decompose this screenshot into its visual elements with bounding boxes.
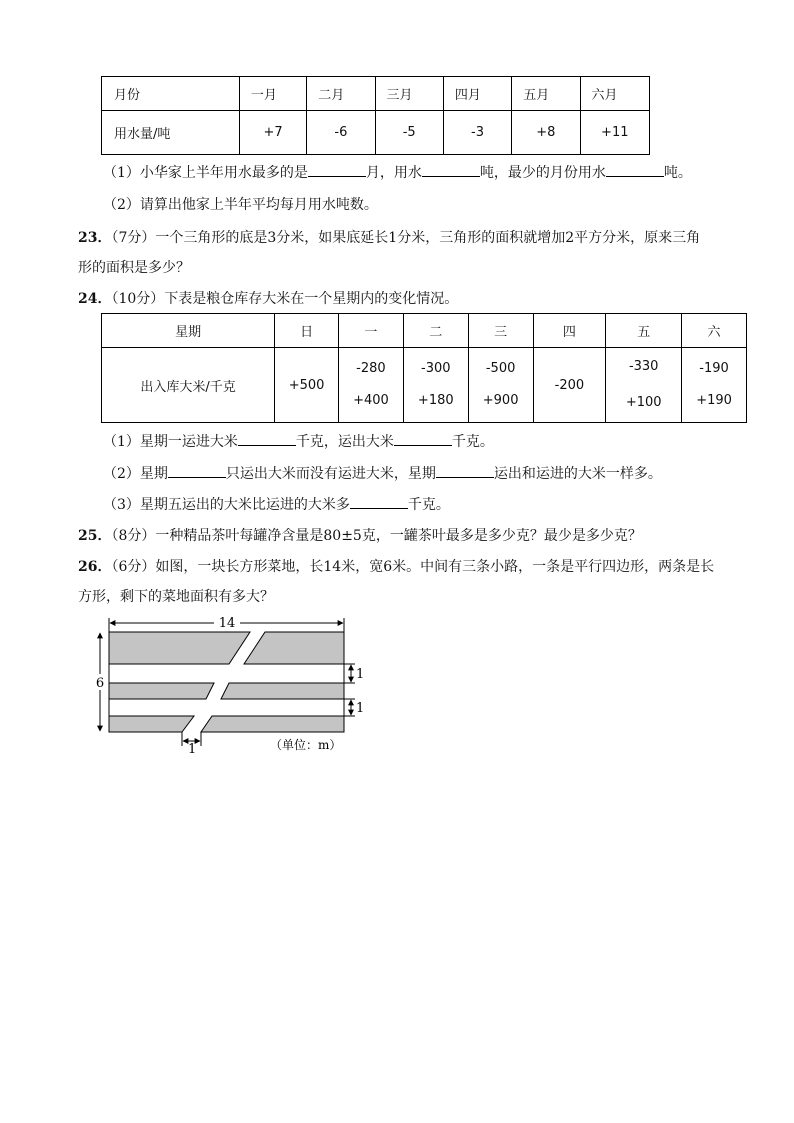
table-cell: +500	[275, 348, 339, 423]
path-width-label: 1	[356, 701, 365, 716]
q23-line1: 23．（7分）一个三角形的底是3分米，如果底延长1分米，三角形的面积就增加2平方分米，原来三角	[78, 230, 701, 246]
answer-blank[interactable]	[606, 162, 664, 177]
table-row-label: 用水量/吨	[102, 111, 240, 155]
table-header-cell: 五月	[512, 77, 580, 111]
question-number: 25．	[78, 528, 112, 544]
q26-line2: 方形，剩下的菜地面积有多大？	[78, 589, 274, 605]
plot-region	[221, 683, 344, 699]
table-cell: +8	[512, 111, 580, 155]
answer-blank[interactable]	[168, 463, 226, 478]
table-header-cell: 六月	[580, 77, 649, 111]
table-header-cell: 三	[468, 314, 533, 348]
plot-region	[201, 716, 344, 732]
q24-part2: （2）星期 只运出大米而没有运进大米，星期 运出和运进的大米一样多。	[103, 463, 662, 483]
table-cell: -190 +190	[682, 348, 747, 423]
table-row-label: 出入库大米/千克	[102, 348, 275, 423]
plot-region	[109, 632, 250, 664]
unit-label: （单位：m）	[270, 738, 342, 752]
question-number: 26．	[78, 559, 112, 575]
table-cell: +7	[239, 111, 306, 155]
rice-stock-table	[101, 313, 747, 423]
answer-blank[interactable]	[350, 494, 408, 509]
table-header-cell: 一月	[239, 77, 306, 111]
table-cell: +11	[580, 111, 649, 155]
table-header-cell: 四月	[443, 77, 511, 111]
path-width-label: 1	[356, 667, 365, 682]
q25-line: 25．（8分）一种精品茶叶每罐净含量是80±5克，一罐茶叶最多是多少克？最少是多少克？	[78, 528, 642, 544]
table-header-cell: 五	[606, 314, 682, 348]
table-cell: -200	[533, 348, 606, 423]
table-cell: -280 +400	[339, 348, 404, 423]
plot-region	[109, 683, 214, 699]
q24-part3: （3）星期五运出的大米比运进的大米多 千克。	[103, 494, 450, 514]
table-cell: -300 +180	[403, 348, 468, 423]
table-header-cell: 六	[682, 314, 747, 348]
q24-line: 24．（10分）下表是粮仓库存大米在一个星期内的变化情况。	[78, 291, 459, 307]
answer-blank[interactable]	[436, 463, 494, 478]
q23-line2: 形的面积是多少？	[78, 260, 190, 276]
width-label: 6	[95, 676, 105, 691]
table-cell: -500 +900	[468, 348, 533, 423]
plot-region	[109, 716, 194, 732]
water-usage-table	[101, 76, 650, 155]
answer-blank[interactable]	[308, 162, 366, 177]
question-number: 23．	[78, 230, 112, 246]
table-header-cell: 三月	[375, 77, 443, 111]
table-header-cell: 四	[533, 314, 606, 348]
question-number: 24．	[78, 291, 112, 307]
answer-blank[interactable]	[422, 162, 480, 177]
q22-part2: （2）请算出他家上半年平均每月用水吨数。	[103, 197, 378, 213]
table-header-cell: 星期	[102, 314, 275, 348]
answer-blank[interactable]	[394, 431, 452, 446]
table-header-cell: 月份	[102, 77, 240, 111]
plot-region	[244, 632, 344, 664]
table-cell: -6	[307, 111, 375, 155]
table-header-cell: 日	[275, 314, 339, 348]
q22-part1: （1）小华家上半年用水最多的是 月，用水 吨，最少的月份用水 吨。	[103, 162, 692, 182]
answer-blank[interactable]	[238, 431, 296, 446]
length-label: 14	[218, 616, 236, 631]
q26-line1: 26．（6分）如图，一块长方形菜地，长14米，宽6米。中间有三条小路，一条是平行四边形，两条是长	[78, 559, 715, 575]
table-header-cell: 一	[339, 314, 404, 348]
table-cell: -330 +100	[606, 348, 682, 423]
q24-part1: （1）星期一运进大米 千克，运出大米 千克。	[103, 431, 494, 451]
table-cell: -5	[375, 111, 443, 155]
parallelogram-width-label: 1	[188, 742, 197, 757]
table-header-cell: 二	[403, 314, 468, 348]
garden-figure	[90, 612, 370, 760]
table-cell: -3	[443, 111, 511, 155]
garden-plots	[109, 632, 344, 732]
table-header-cell: 二月	[307, 77, 375, 111]
